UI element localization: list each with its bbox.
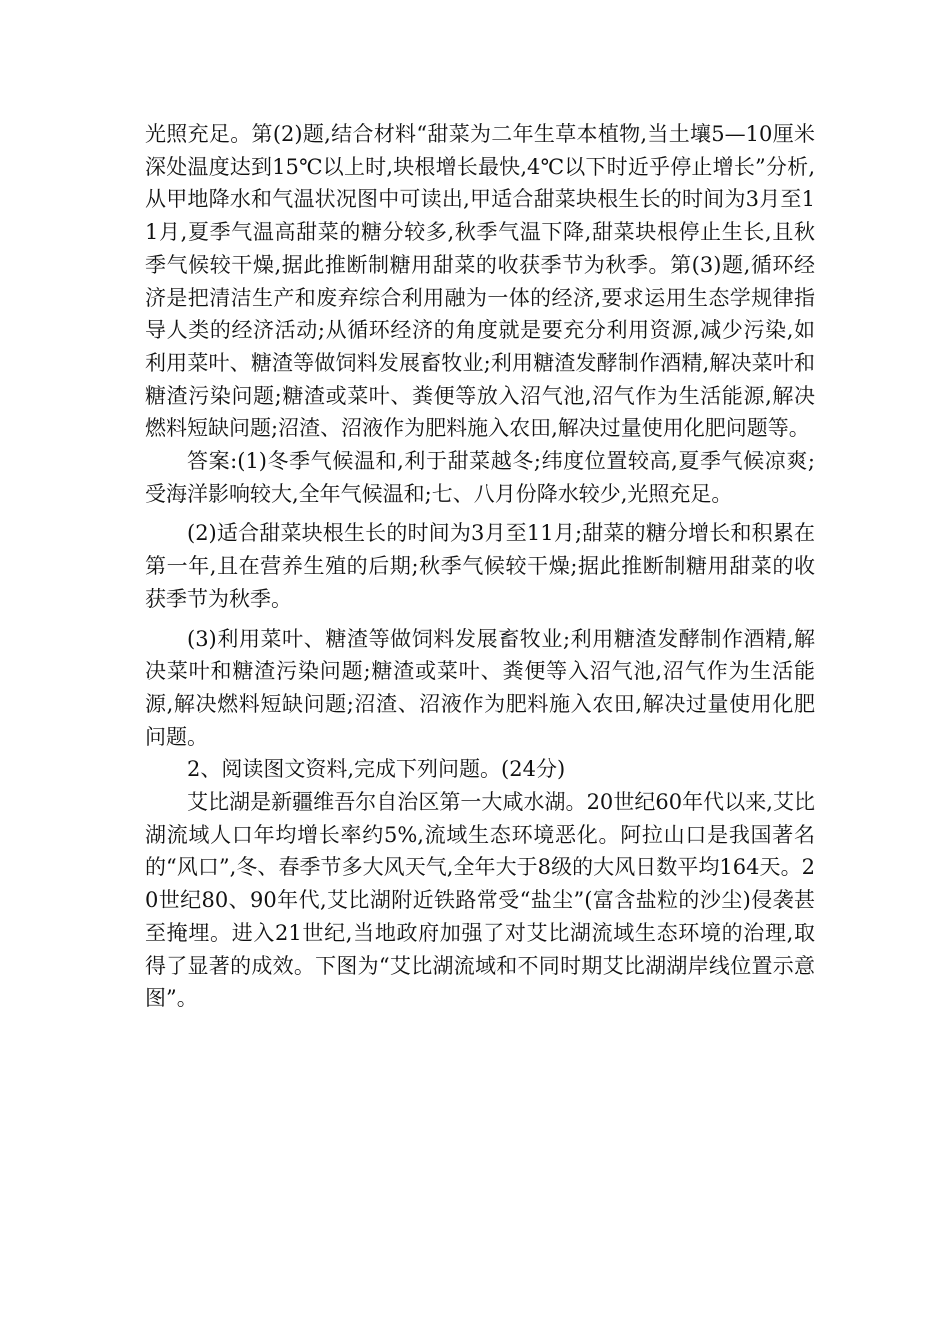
explanation-paragraph: 光照充足。第(2)题,结合材料“甜菜为二年生草本植物,当土壤5—10厘米深处温度达到15℃以上时,块根增长最快,4℃以下时近乎停止增长”分析,从甲地降水和气温状况图中可读出,甲适合甜菜块根生长的时间为3月至11月,夏季气温高甜菜的糖分较多,秋季气温下降,甜菜块根停止生长,且秋季气候较干燥,据此推断制糖用甜菜的收获季节为秋季。第(3)题,循环经济是把清洁生产和废弃综合利用融为一体的经济,要求运用生态学规律指导人类的经济活动;从循环经济的角度就是要充分利用资源,减少污染,如利用菜叶、糖渣等做饲料发展畜牧业;利用糖渣发酵制作酒精,解决菜叶和糖渣污染问题;糖渣或菜叶、粪便等放入沼气池,沼气作为生活能源,解决燃料短缺问题;沼渣、沼液作为肥料施入农田,解决过量使用化肥问题等。: [145, 122, 815, 441]
answer-paragraph-3: (3)利用菜叶、糖渣等做饲料发展畜牧业;利用糖渣发酵制作酒精,解决菜叶和糖渣污染问题;糖渣或菜叶、粪便等入沼气池,沼气作为生活能源,解决燃料短缺问题;沼渣、沼液作为肥料施入农田,解决过量使用化肥问题。: [145, 626, 815, 749]
answer-paragraph-2: (2)适合甜菜块根生长的时间为3月至11月;甜菜的糖分增长和积累在第一年,且在营养生殖的后期;秋季气候较干燥;据此推断制糖用甜菜的收获季节为秋季。: [145, 521, 815, 611]
answer-paragraph-1: 答案:(1)冬季气候温和,利于甜菜越冬;纬度位置较高,夏季气候凉爽;受海洋影响较大,全年气候温和;七、八月份降水较少,光照充足。: [145, 449, 815, 506]
question-material-paragraph: 艾比湖是新疆维吾尔自治区第一大咸水湖。20世纪60年代以来,艾比湖流域人口年均增长率约5%,流域生态环境恶化。阿拉山口是我国著名的“风口”,冬、春季节多大风天气,全年大于8级的大风日数平均164天。20世纪80、90年代,艾比湖附近铁路常受“盐尘”(富含盐粒的沙尘)侵袭甚至掩埋。进入21世纪,当地政府加强了对艾比湖流域生态环境的治理,取得了显著的成效。下图为“艾比湖流域和不同时期艾比湖湖岸线位置示意图”。: [145, 790, 815, 1011]
question-heading: 2、阅读图文资料,完成下列问题。(24分): [187, 757, 566, 782]
document-page: [145, 118, 815, 1015]
